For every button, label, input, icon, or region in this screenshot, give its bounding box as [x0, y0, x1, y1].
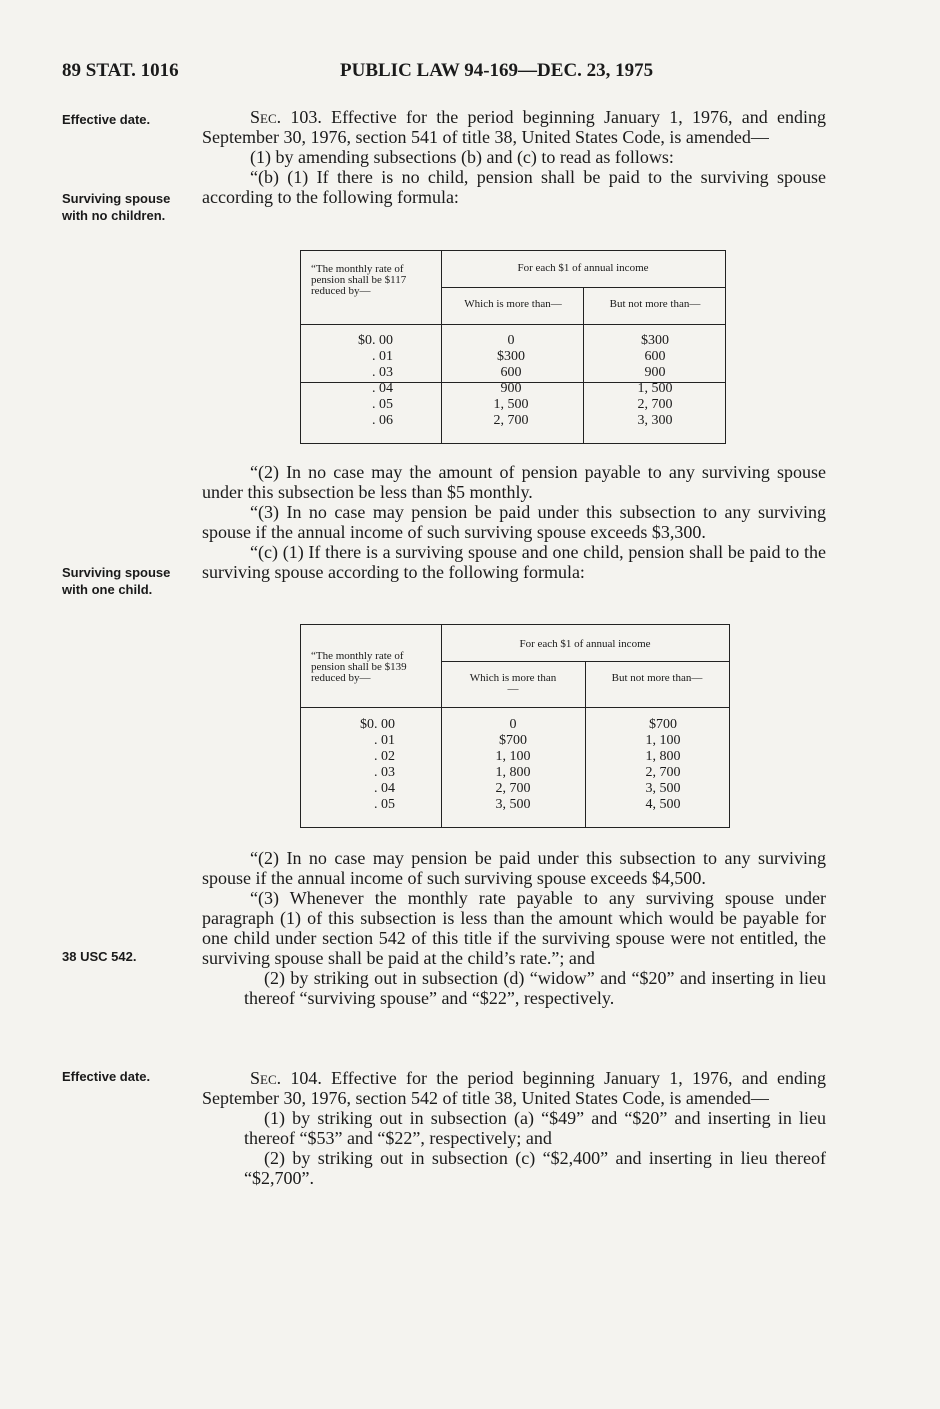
sec-104-item-2: (2) by striking out in subsection (c) “$2,400” and inserting in lieu thereof “$2,700”. [244, 1148, 826, 1188]
table-divider [441, 287, 725, 288]
sec-label: Sec. [250, 1068, 282, 1088]
table-cell: 1, 800 [645, 749, 681, 764]
subsection-b-paragraphs [202, 462, 826, 582]
table-cell: . 05 [374, 797, 395, 812]
more-than-header: Which is more than— [469, 672, 557, 695]
table-divider [441, 661, 729, 662]
subsection-b-3: “(3) In no case may pension be paid under this subsection to any surviving spouse if the annual income of such surviving spouse exceeds $3,300. [202, 502, 826, 542]
rate-column [341, 333, 393, 429]
margin-note-effective-date-2: Effective date. [62, 1069, 151, 1084]
table-cell: 1, 500 [493, 397, 529, 412]
table-cell: 3, 300 [637, 413, 673, 428]
subsection-b-1: “(b) (1) If there is no child, pension shall be paid to the surviving spouse according to the following formula: [202, 167, 826, 207]
sec-104-text: 104. Effective for the period beginning January 1, 1976, and ending September 30, 1976, section 542 of title 38, United States Code, is amended— [202, 1068, 826, 1108]
section-103 [202, 107, 826, 207]
table-cell: 1, 500 [637, 381, 673, 396]
more-than-column [481, 717, 545, 813]
table-divider [583, 287, 584, 443]
table-cell: $0. 00 [360, 717, 395, 732]
table-cell: 2, 700 [495, 781, 531, 796]
table-cell: . 05 [372, 397, 393, 412]
table-cell: . 04 [372, 381, 393, 396]
not-more-than-header: But not more than— [609, 298, 701, 310]
table-cell: 4, 500 [645, 797, 681, 812]
table-cell: 600 [644, 349, 666, 364]
sec-104-item-1: (1) by striking out in subsection (a) “$49” and “$20” and inserting in lieu thereof “$53” and “$22”, respectively; and [244, 1108, 826, 1148]
not-more-than-column [631, 717, 695, 813]
subsection-c-paragraphs [202, 848, 826, 1008]
formula-table-no-children [300, 250, 726, 444]
sec-103-intro [202, 107, 826, 147]
margin-note-effective-date: Effective date. [62, 112, 151, 127]
margin-note-one-child: Surviving spouse with one child. [62, 565, 171, 597]
table-divider [301, 324, 725, 325]
table-cell: $0. 00 [358, 333, 393, 348]
margin-note-usc-citation: 38 USC 542. [62, 949, 137, 964]
table-divider [441, 625, 442, 827]
table-cell: . 03 [374, 765, 395, 780]
sec-103-item-1: (1) by amending subsections (b) and (c) to read as follows: [250, 147, 674, 167]
table-cell: 1, 100 [645, 733, 681, 748]
table-cell: . 06 [372, 413, 393, 428]
sec-label: Sec. [250, 107, 282, 127]
table-cell: 2, 700 [637, 397, 673, 412]
table-cell: . 02 [374, 749, 395, 764]
table-cell: 1, 800 [495, 765, 531, 780]
table-cell: $700 [649, 717, 677, 732]
rate-column-header: “The monthly rate of pension shall be $139 reduced by— [311, 650, 407, 684]
table-cell: . 03 [372, 365, 393, 380]
table-cell: . 04 [374, 781, 395, 796]
more-than-column [481, 333, 541, 429]
rate-column-header: “The monthly rate of pension shall be $117 reduced by— [311, 263, 407, 297]
income-group-header: For each $1 of annual income [517, 262, 649, 274]
sec-104-intro [202, 1068, 826, 1108]
income-group-header: For each $1 of annual income [519, 638, 651, 650]
table-cell: 900 [644, 365, 666, 380]
table-cell: 2, 700 [493, 413, 529, 428]
table-cell: 2, 700 [645, 765, 681, 780]
table-cell: 0 [507, 333, 515, 348]
table-cell: 3, 500 [645, 781, 681, 796]
table-cell: 600 [500, 365, 522, 380]
table-cell: . 01 [374, 733, 395, 748]
table-divider [585, 661, 586, 827]
page-title: PUBLIC LAW 94-169—DEC. 23, 1975 [340, 60, 654, 81]
table-cell: 1, 100 [495, 749, 531, 764]
page-citation: 89 STAT. 1016 [62, 60, 179, 81]
table-cell: 900 [500, 381, 522, 396]
margin-note-no-children: Surviving spouse with no children. [62, 191, 171, 223]
table-divider [441, 251, 442, 443]
rate-column [341, 717, 395, 813]
table-cell: 3, 500 [495, 797, 531, 812]
not-more-than-header: But not more than— [611, 672, 703, 684]
table-cell: $300 [641, 333, 669, 348]
table-cell: $300 [497, 349, 525, 364]
formula-table-one-child [300, 624, 730, 828]
table-divider [301, 707, 729, 708]
subsection-b-2: “(2) In no case may the amount of pension payable to any surviving spouse under this subsection be less than $5 monthly. [202, 462, 826, 502]
subsection-c-2: “(2) In no case may pension be paid under this subsection to any surviving spouse if the annual income of such surviving spouse exceeds $4,500. [202, 848, 826, 888]
subsection-c-1: “(c) (1) If there is a surviving spouse and one child, pension shall be paid to the surviving spouse according to the following formula: [202, 542, 826, 582]
more-than-header: Which is more than— [464, 298, 562, 310]
subsection-c-3: “(3) Whenever the monthly rate payable to any surviving spouse under paragraph (1) of this subsection is less than the amount which would be payable for one child under section 542 of this title if the surviving spouse were not entitled, the surviving spouse shall be paid at the child’s rate.”; and [202, 888, 826, 968]
table-cell: . 01 [372, 349, 393, 364]
sec-103-item-2: (2) by striking out in subsection (d) “widow” and “$20” and inserting in lieu thereof “surviving spouse” and “$22”, respectively. [244, 968, 826, 1008]
section-104 [202, 1068, 826, 1188]
sec-103-text: 103. Effective for the period beginning January 1, 1976, and ending September 30, 1976, section 541 of title 38, United States Code, is amended— [202, 107, 826, 147]
not-more-than-column [623, 333, 687, 429]
table-cell: $700 [499, 733, 527, 748]
table-cell: 0 [509, 717, 517, 732]
